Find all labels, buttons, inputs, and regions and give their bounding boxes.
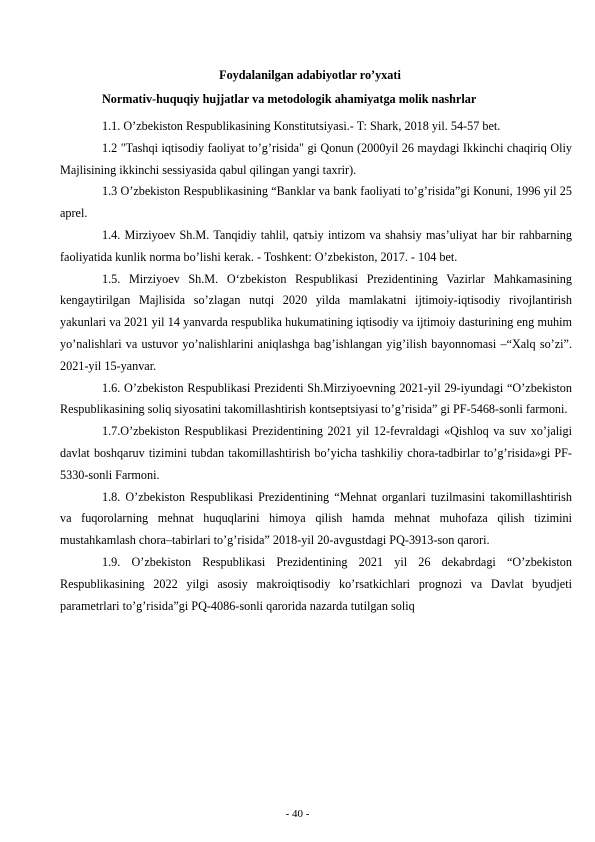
reference-item: 1.6. O’zbekiston Respublikasi Prezidenti Sh.Mirziyoevning 2021-yil 29-iyundagi “O’zbekiston Respublikasining soliq siyosatini takomillashtirish kontseptsiyasi to’g’risida” gi PF-5468-sonli farmoni. xyxy=(60,380,572,417)
reference-item: 1.1. O’zbekiston Respublikasining Konstitutsiyasi.- T: Shark, 2018 yil. 54-57 bet. xyxy=(102,119,501,133)
reference-item: 1.5. Mirziyoev Sh.M. O‘zbekiston Respublikasi Prezidentining Vazirlar Mahkamasining kengaytirilgan Majlisida so’zlagan nutqi 2020 yilda mamlakatni ijtimoiy-iqtisodiy rivojlantirish yakunlari va 2021 yil 14 yanvarda respublika hukumatining iqtisodiy va ijtimoiy dasturining eng muhim yo’nalishlari va ustuvor yo’nalishlarini aniqlashga bag’ishlangan yig’ilish bayonnomasi –“Xalq so’zi”. 2021-yil 15-yanvar. xyxy=(60,271,572,373)
reference-list xyxy=(60,116,572,617)
reference-item: 1.2 "Tashqi iqtisodiy faoliyat to’g’risida" gi Qonun (2000yil 26 maydagi Ikkinchi chaqiriq Oliy Majlisining ikkinchi sessiyasida qabul qilingan yangi taxrir). xyxy=(60,140,572,177)
reference-item: 1.3 O’zbekiston Respublikasining “Banklar va bank faoliyati to’g’risida”gi Konuni, 1996 yil 25 aprel. xyxy=(60,184,572,221)
reference-item: 1.8. O’zbekiston Respublikasi Prezidentining “Mehnat organlari tuzilmasini takomillashtirish va fuqorolarning mehnat huquqlarini himoya qilish hamda mehnat muhofaza qilish tizimini mustahkamlash chora–tabirlari to’g’risida” 2018-yil 20-avgustdagi PQ-3913-son qarori. xyxy=(60,489,572,548)
reference-item: 1.4. Mirziyoev Sh.M. Tanqidiy tahlil, qatъiy intizom va shahsiy mas’uliyat har bir rahbarning faoliyatida kunlik norma bo’lishi kerak. - Toshkent: O’zbekiston, 2017. - 104 bet. xyxy=(60,227,572,264)
reference-item: 1.7.O’zbekiston Respublikasi Prezidentining 2021 yil 12-fevraldagi «Qishloq va suv xo’jaligi davlat boshqaruv tizimini tubdan takomillashtirish bo’yicha tashkiliy chora-tadbirlar to’g’risida»gi PF-5330-sonli Farmoni. xyxy=(60,424,572,482)
page-number: - 40 - xyxy=(285,808,310,820)
reference-item: 1.9. O’zbekiston Respublikasi Prezidentining 2021 yil 26 dekabrdagi “O’zbekiston Respublikasining 2022 yilgi asosiy makroiqtisodiy ko’rsatkichlari prognozi va Davlat byudjeti parametrlari to’g’risida”gi PQ-4086-sonli qarorida nazarda tutilgan soliq xyxy=(60,554,572,613)
page-title: Foydalanilgan adabiyotlar ro’yxati xyxy=(219,68,401,82)
section-heading: Normativ-huquqiy hujjatlar va metodologik ahamiyatga molik nashrlar xyxy=(102,92,477,106)
